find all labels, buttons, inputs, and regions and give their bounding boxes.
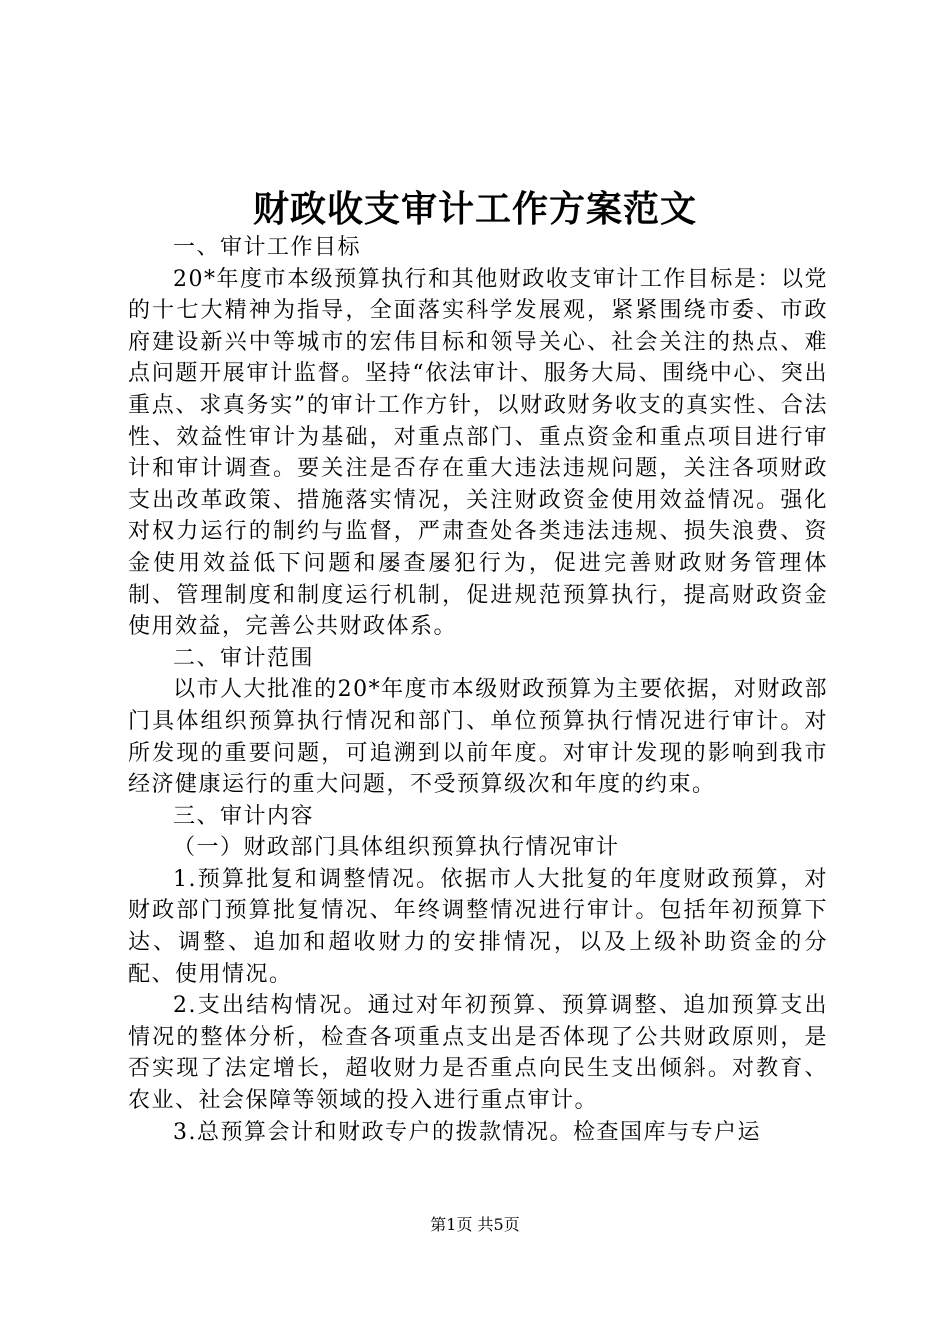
section-heading-audit-content: 三、审计内容 [173, 803, 315, 829]
page-footer: 第1页 共5页 [430, 1215, 520, 1234]
document-body [128, 232, 828, 1148]
paragraph-audit-scope: 以市人大批准的20*年度市本级财政预算为主要依据，对财政部门具体组织预算执行情况和部门、单位预算执行情况进行审计。对所发现的重要问题，可追溯到以前年度。对审计发现的影响到我市经济健康运行的重大问题，不受预算级次和年度的约束。 [128, 677, 828, 798]
paragraph-item-3: 3.总预算会计和财政专户的拨款情况。检查国库与专户运 [173, 1119, 761, 1145]
paragraph-item-2: 2.支出结构情况。通过对年初预算、预算调整、追加预算支出情况的整体分析，检查各项重点支出是否体现了公共财政原则，是否实现了法定增长，超收财力是否重点向民生支出倾斜。对教育、农业、社会保障等领域的投入进行重点审计。 [128, 993, 828, 1114]
paragraph-audit-goal: 20*年度市本级预算执行和其他财政收支审计工作目标是：以党的十七大精神为指导，全面落实科学发展观，紧紧围绕市委、市政府建设新兴中等城市的宏伟目标和领导关心、社会关注的热点、难点问题开展审计监督。坚持“依法审计、服务大局、围绕中心、突出重点、求真务实”的审计工作方针，以财政财务收支的真实性、合法性、效益性审计为基础，对重点部门、重点资金和重点项目进行审计和审计调查。要关注是否存在重大违法违规问题，关注各项财政支出改革政策、措施落实情况，关注财政资金使用效益情况。强化对权力运行的制约与监督，严肃查处各类违法违规、损失浪费、资金使用效益低下问题和屡查屡犯行为，促进完善财政财务管理体制、管理制度和制度运行机制，促进规范预算执行，提高财政资金使用效益，完善公共财政体系。 [128, 266, 828, 640]
section-heading-audit-goal: 一、审计工作目标 [173, 235, 362, 260]
section-heading-audit-scope: 二、审计范围 [173, 645, 315, 671]
paragraph-item-1: 1.预算批复和调整情况。依据市人大批复的年度财政预算，对财政部门预算批复情况、年终调整情况进行审计。包括年初预算下达、调整、追加和超收财力的安排情况，以及上级补助资金的分配、使用情况。 [128, 866, 828, 987]
document-title: 财政收支审计工作方案范文 [252, 188, 697, 230]
subsection-heading-budget-execution: （一）财政部门具体组织预算执行情况审计 [173, 835, 620, 861]
